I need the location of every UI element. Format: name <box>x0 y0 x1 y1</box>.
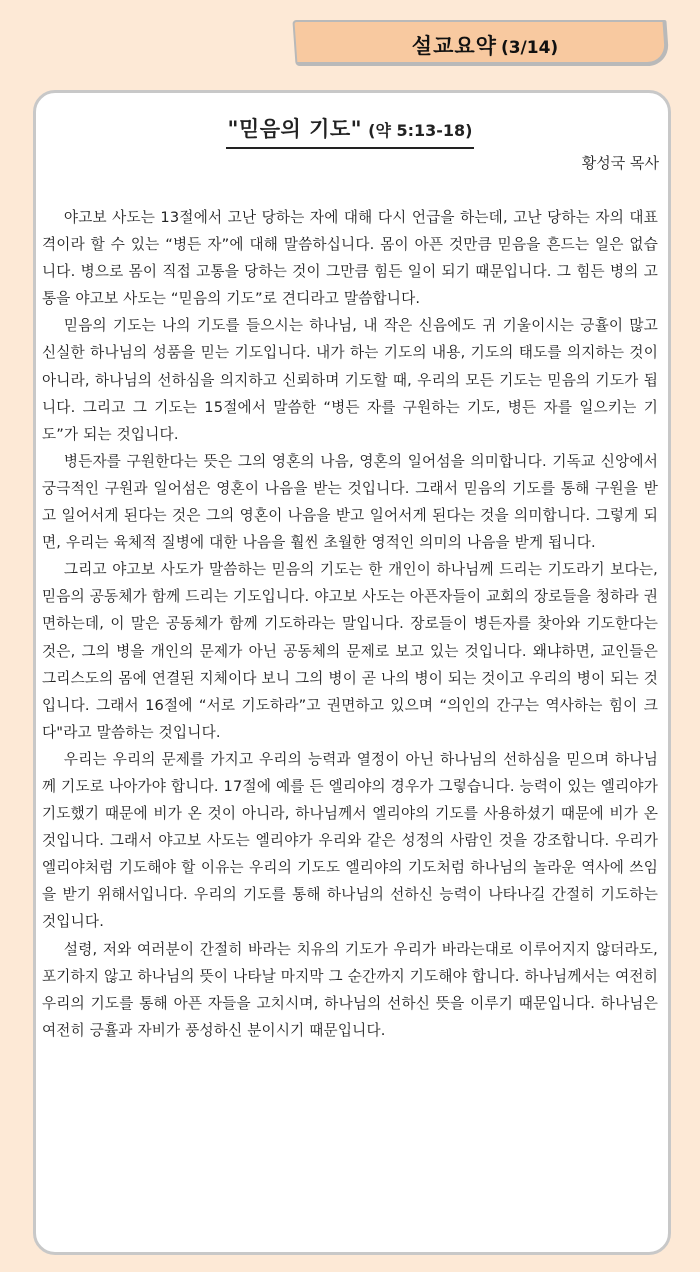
header-title <box>300 30 670 64</box>
paragraph-6: 설령, 저와 여러분이 간절히 바라는 치유의 기도가 우리가 바라는대로 이루어지지 않더라도, 포기하지 않고 하나님의 뜻이 나타날 마지막 그 순간까지 기도해야 합니다. 하나님께서는 여전히 우리의 기도를 통해 아픈 자들을 고치시며, 하나님의 선하신 뜻을 이루기 때문입니다. 하나님은 여전히 긍휼과 자비가 풍성하신 분이시기 때문입니다. <box>42 940 658 1039</box>
sermon-body <box>42 204 658 1044</box>
header-page-indicator: (3/14) <box>500 38 559 58</box>
pastor-name: 황성국 목사 <box>581 154 659 172</box>
sermon-title-text: "믿음의 기도" <box>227 117 363 141</box>
paragraph-2: 믿음의 기도는 나의 기도를 들으시는 하나님, 내 작은 신음에도 귀 기울이시는 긍휼이 많고 신실한 하나님의 성품을 믿는 기도입니다. 내가 하는 기도의 내용, 기도의 태도를 의지하는 것이 아니라, 하나님의 선하심을 의지하고 신뢰하며 기도할 때, 우리의 모든 기도는 믿음의 기도가 됩니다. 그리고 그 기도는 15절에서 말씀한 “병든 자를 구원하는 기도, 병든 자를 일으키는 기도”가 되는 것입니다. <box>42 317 658 443</box>
paragraph-3: 병든자를 구원한다는 뜻은 그의 영혼의 나음, 영혼의 일어섬을 의미합니다. 기독교 신앙에서 궁극적인 구원과 일어섬은 영혼이 나음을 받는 것입니다. 그래서 믿음의 기도를 통해 구원을 받고 일어서게 된다는 것은 그의 영혼이 나음을 받고 일어서게 된다는 것을 의미합니다. 그렇게 되면, 우리는 육체적 질병에 대한 나음을 훨씬 초월한 영적인 의미의 나음을 받게 됩니다. <box>42 452 658 552</box>
paragraph-1: 야고보 사도는 13절에서 고난 당하는 자에 대해 다시 언급을 하는데, 고난 당하는 자의 대표격이라 할 수 있는 “병든 자”에 대해 말씀하십니다. 몸이 아픈 것만큼 믿음을 흔드는 일은 없습니다. 병으로 몸이 직접 고통을 당하는 것이 그만큼 힘든 일이 되기 때문입니다. 그 힘든 병의 고통을 야고보 사도는 “믿음의 기도”로 견디라고 말씀합니다. <box>42 209 658 308</box>
paragraph-4: 그리고 야고보 사도가 말씀하는 믿음의 기도는 한 개인이 하나님께 드리는 기도라기 보다는, 믿음의 공동체가 함께 드리는 기도입니다. 야고보 사도는 아픈자들이 교회의 장로들을 청하라 권면하는데, 이 말은 공동체가 함께 기도하라는 말입니다. 장로들이 병든자를 찾아와 기도한다는 것은, 그의 병을 개인의 문제가 아닌 공동체의 문제로 보고 있는 것입니다. 왜냐하면, 교인들은 그리스도의 몸에 연결된 지체이다 보니 그의 병이 곧 나의 병이 되는 것이고 우리의 병이 되는 것입니다. 그래서 16절에 “서로 기도하라”고 권면하고 있으며 “의인의 간구는 역사하는 힘이 크다"라고 말씀하는 것입니다. <box>42 561 658 741</box>
sermon-title-underline <box>226 114 475 149</box>
paragraph-5: 우리는 우리의 문제를 가지고 우리의 능력과 열정이 아닌 하나님의 선하심을 믿으며 하나님께 기도로 나아가야 합니다. 17절에 예를 든 엘리야의 경우가 그렇습니다. 능력이 있는 엘리야가 기도했기 때문에 비가 온 것이 아니라, 하나님께서 엘리야의 기도를 사용하셨기 때문에 비가 온 것입니다. 그래서 야고보 사도는 엘리야가 우리와 같은 성정의 사람인 것을 강조합니다. 우리가 엘리야처럼 기도해야 할 이유는 우리의 기도도 엘리야의 기도처럼 하나님의 놀라운 역사에 쓰임을 받기 위해서입니다. 우리의 기도를 통해 하나님의 선하신 능력이 나타나길 간절히 기도하는 것입니다. <box>42 750 658 931</box>
scripture-reference: (약 5:13-18) <box>368 121 473 140</box>
sermon-title <box>0 114 700 149</box>
header-title-text: 설교요약 <box>411 34 497 58</box>
